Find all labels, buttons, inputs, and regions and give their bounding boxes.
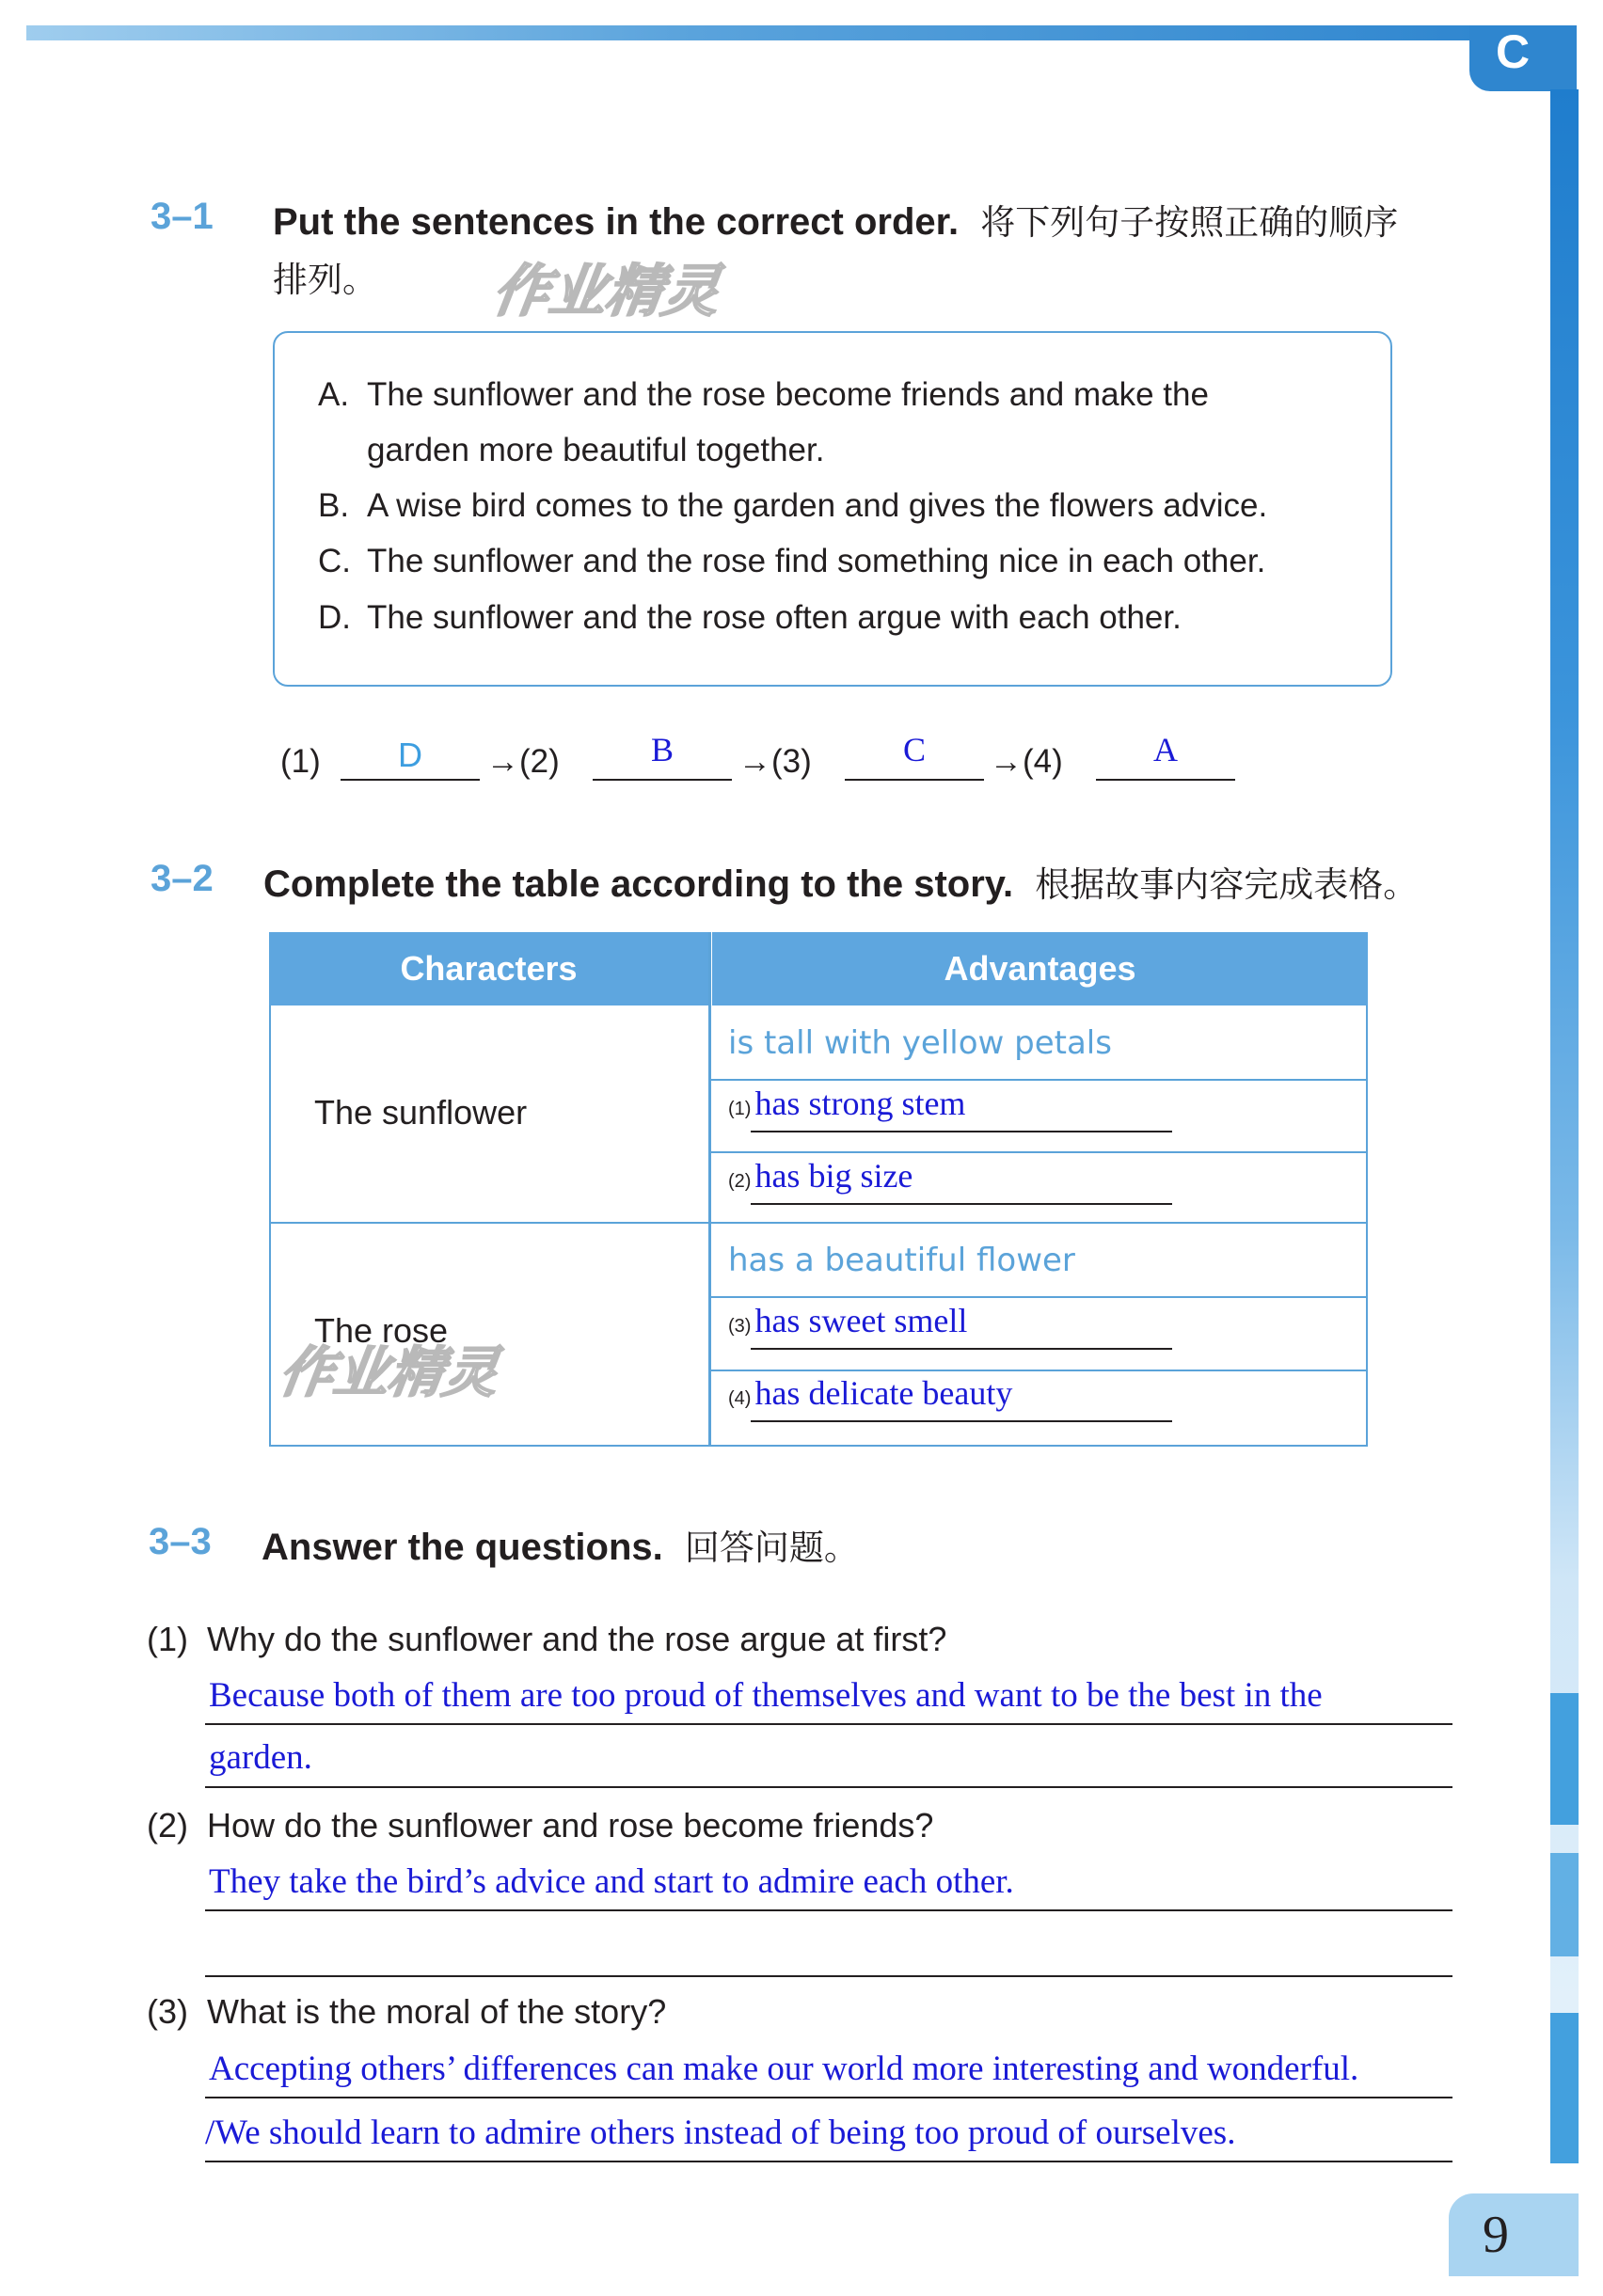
watermark-table: 作业精灵: [275, 1342, 502, 1403]
answer-3-rule-1[interactable]: [205, 2097, 1452, 2098]
sentence-a: [318, 367, 1209, 422]
question-2: [147, 1806, 933, 1845]
table-border-left: [269, 1005, 271, 1447]
table-header-characters: Characters: [269, 932, 708, 1005]
order-blank-3[interactable]: [845, 779, 984, 781]
section-3-2-title-en: Complete the table according to the story.: [263, 863, 1014, 905]
section-3-1-title-en: Put the sentences in the correct order.: [273, 201, 960, 243]
section-3-2-title-cn: 根据故事内容完成表格。: [1035, 865, 1419, 904]
side-strip-2: [1550, 1853, 1579, 1956]
question-2-text: How do the sunflower and rose become friends?: [207, 1806, 934, 1845]
answer-1-rule-1[interactable]: [205, 1723, 1452, 1725]
order-label-3: →(3): [738, 743, 812, 780]
section-3-3-number: 3–3: [149, 1521, 212, 1562]
sentence-d-letter: D.: [318, 599, 351, 636]
answer-2-rule-1[interactable]: [205, 1909, 1452, 1911]
sentence-b: [318, 478, 1267, 533]
watermark-top: 作业精灵: [488, 260, 724, 323]
table-inner-line-2: [711, 1151, 1368, 1153]
section-3-1-title: [273, 194, 1398, 245]
side-strip-1: [1550, 1693, 1579, 1825]
order-blank-1[interactable]: [341, 779, 480, 781]
advantage-answer-3: [728, 1301, 967, 1340]
advantage-given-sunflower: is tall with yellow petals: [728, 1024, 1112, 1062]
answer-blank-4[interactable]: [751, 1420, 1172, 1422]
unit-letter: C: [1495, 25, 1531, 78]
answer-3-line-1: Accepting others’ differences can make our world more interesting and wonderful.: [209, 2050, 1359, 2088]
sentence-b-text: A wise bird comes to the garden and gives the flowers advice.: [367, 487, 1268, 524]
order-answer-2: B: [650, 731, 674, 768]
section-3-3-title: [262, 1519, 859, 1570]
answer-1-rule-2[interactable]: [205, 1786, 1452, 1788]
question-3-number: (3): [147, 1992, 188, 2031]
table-inner-line-1: [711, 1079, 1368, 1081]
answer-index-2: (2): [728, 1171, 752, 1192]
sentence-c-letter: C.: [318, 543, 351, 579]
question-3-text: What is the moral of the story?: [207, 1992, 667, 2031]
sentence-b-letter: B.: [318, 487, 350, 524]
answer-text-4: has delicate beauty: [754, 1374, 1013, 1412]
section-3-2-title: [263, 856, 1418, 907]
question-1-number: (1): [147, 1620, 188, 1658]
answer-3-line-2: /We should learn to admire others instead of being too proud of ourselves.: [205, 2114, 1236, 2152]
section-3-3-title-en: Answer the questions.: [262, 1527, 663, 1568]
question-1-text: Why do the sunflower and the rose argue at first?: [207, 1620, 947, 1658]
top-color-band: [26, 25, 1508, 40]
answer-index-3: (3): [728, 1316, 752, 1337]
character-sunflower: The sunflower: [314, 1093, 528, 1132]
question-2-number: (2): [147, 1806, 188, 1845]
answer-blank-3[interactable]: [751, 1348, 1172, 1350]
table-border-right: [1366, 1005, 1368, 1447]
answer-1-line-2: garden.: [209, 1738, 312, 1777]
sentence-c-text: The sunflower and the rose find something nice in each other.: [367, 543, 1266, 579]
question-3: [147, 1992, 666, 2032]
advantage-answer-2: [728, 1156, 913, 1196]
order-blank-2[interactable]: [593, 779, 732, 781]
sentence-c: [318, 533, 1265, 589]
order-answer-1: D: [398, 736, 422, 774]
page-number: 9: [1483, 2206, 1509, 2264]
sentence-a-letter: A.: [318, 376, 350, 413]
order-label-1: (1): [280, 743, 321, 780]
section-3-2-number: 3–2: [151, 858, 214, 899]
sentence-d-text: The sunflower and the rose often argue with each other.: [367, 599, 1182, 636]
table-row-separator: [269, 1222, 1368, 1224]
table-inner-line-3: [711, 1296, 1368, 1298]
answer-text-1: has strong stem: [754, 1085, 966, 1122]
answer-2-rule-2[interactable]: [205, 1975, 1452, 1977]
answer-1-line-1: Because both of them are too proud of themselves and want to be the best in the: [209, 1676, 1323, 1715]
section-3-1-number: 3–1: [151, 196, 214, 237]
order-blank-4[interactable]: [1096, 779, 1235, 781]
order-label-2: →(2): [486, 743, 560, 780]
answer-text-2: has big size: [754, 1157, 913, 1195]
sentence-d: [318, 590, 1182, 645]
answer-blank-1[interactable]: [751, 1131, 1172, 1132]
table-inner-line-4: [711, 1370, 1368, 1371]
answer-index-4: (4): [728, 1388, 752, 1409]
table-header-advantages: Advantages: [712, 932, 1368, 1005]
answer-2-line-1: They take the bird’s advice and start to admire each other.: [209, 1862, 1014, 1901]
advantage-given-rose: has a beautiful flower: [728, 1242, 1075, 1279]
section-3-1-title-cn: 将下列句子按照正确的顺序: [980, 203, 1399, 242]
advantage-answer-1: [728, 1084, 965, 1123]
sentence-a-text: The sunflower and the rose become friends and make the: [367, 376, 1209, 413]
order-answer-3: C: [902, 731, 926, 768]
sentence-a-cont: garden more beautiful together.: [367, 432, 825, 468]
question-1: [147, 1620, 946, 1659]
side-strip-3: [1550, 2013, 1579, 2163]
table-border-bottom: [269, 1445, 1368, 1447]
advantage-answer-4: [728, 1373, 1012, 1413]
answer-index-1: (1): [728, 1099, 752, 1119]
section-3-1-title-cn-cont: 排列。: [273, 261, 377, 299]
answer-blank-2[interactable]: [751, 1203, 1172, 1205]
section-3-3-title-cn: 回答问题。: [684, 1528, 859, 1567]
answer-3-rule-2[interactable]: [205, 2161, 1452, 2162]
answer-text-3: has sweet smell: [754, 1302, 968, 1339]
side-color-band: [1550, 89, 1579, 2159]
order-answer-4: A: [1153, 731, 1178, 768]
order-label-4: →(4): [990, 743, 1063, 780]
character-rose: The rose: [314, 1311, 449, 1350]
